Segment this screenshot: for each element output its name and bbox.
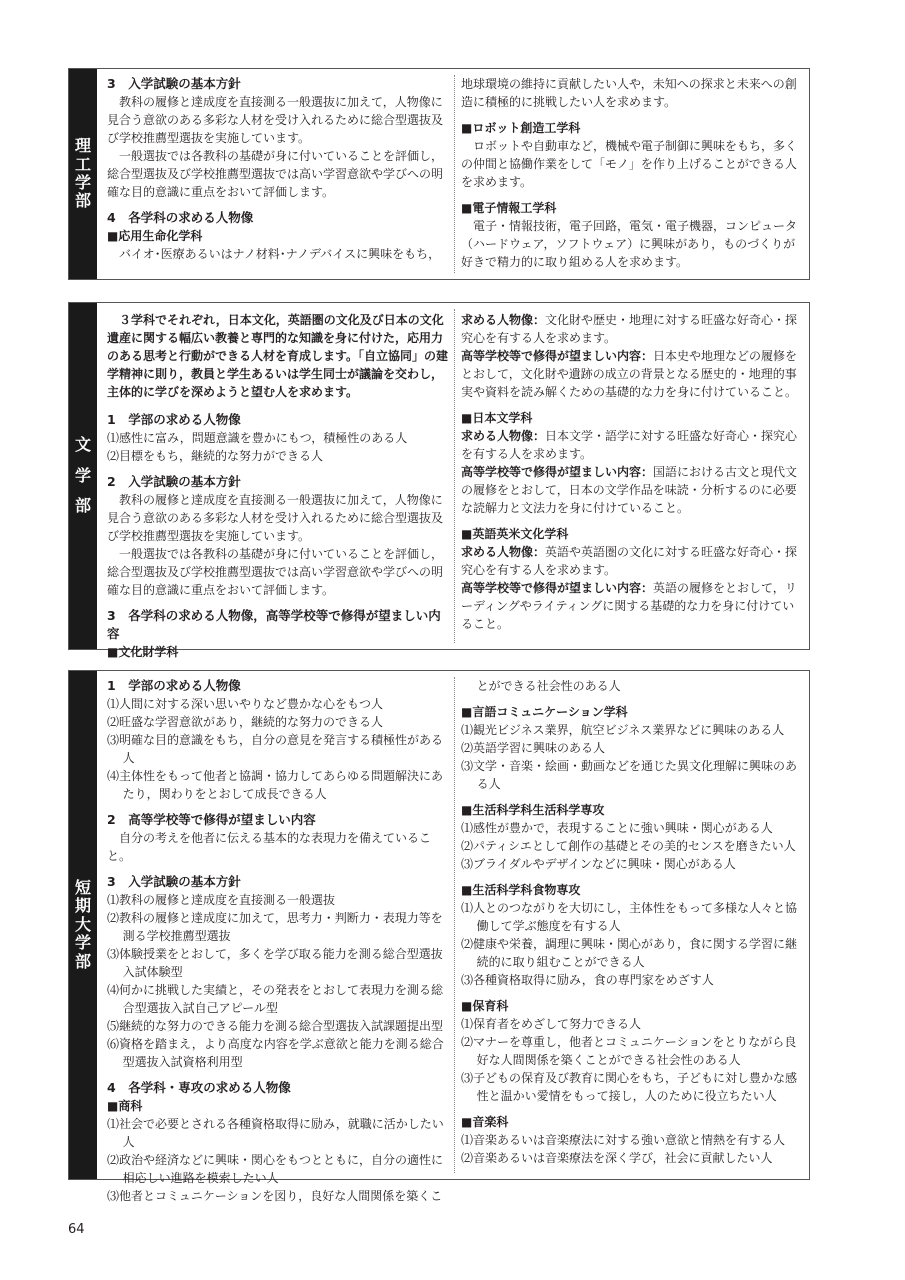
paragraph: 教科の履修と達成度を直接測る一般選抜に加えて，人物像に見合う意欲のある多彩な人材を受け入れるために総合型選抜及び学校推薦型選抜を実施しています。 [107,493,444,543]
paragraph: 一般選抜では各教科の基礎が身に付いていることを評価し，総合型選抜及び学校推薦型選抜では高い学習意欲や学びへの明確な目的意識に重点をおいて評価します。 [107,547,444,597]
list-item: ⑴教科の履修と達成度を直接測る一般選抜 [107,893,336,907]
left-column [107,75,453,263]
list-item: ⑶他者とコミュニケーションを図り，良好な人間関係を築くこ [107,1189,443,1203]
list-item: ⑴観光ビジネス業界，航空ビジネス業界などに興味のある人 [461,723,785,737]
paragraph [461,463,801,517]
section-science-engineering [68,68,810,280]
list-item: ⑷何かに挑戦した実績と，その発表をとおして表現力を測る総合型選抜入試自己アピール型 [107,983,444,1015]
column-divider [454,677,455,1173]
text: 英語や英語圏の文化に対する旺盛な好奇心・探究心を有する人を求めます。 [461,545,798,577]
tab-char: 学 [74,933,91,953]
paragraph: 地球環境の維持に貢献したい人や，未知への探求と未来への創造に積極的に挑戦したい人を求めます。 [461,77,797,109]
department-heading: ■応用生命化学科 [107,229,203,243]
list-item: ⑵マナーを尊重し，他者とコミュニケーションをとりながら良好な人間関係を築くことができる社会性のある人 [461,1035,797,1067]
tab-char: 学 [74,465,91,485]
list-item: ⑶文学・音楽・絵画・動画などを通じた異文化理解に興味のある人 [461,759,798,791]
list-item: ⑵政治や経済などに興味・関心をもつとともに，自分の適性に相応しい進路を模索したい人 [107,1153,444,1185]
section-junior-college [68,670,810,1203]
label: 求める人物像： [461,429,546,443]
list-item: ⑹資格を踏まえ，より高度な内容を学ぶ意欲と能力を測る総合型選抜入試資格利用型 [107,1037,444,1069]
department-heading: ■生活科学科生活科学専攻 [461,803,605,817]
tab-char: 部 [74,191,91,211]
faculty-tab [69,671,97,1179]
label: 求める人物像： [461,545,546,559]
list-item-continuation: とができる社会性のある人 [476,679,621,693]
list-item: ⑴人とのつながりを大切にし，主体性をもって多様な人々と協働して学ぶ態度を有する人 [461,901,798,933]
tab-char: 学 [74,173,91,192]
heading: 1 学部の求める人物像 [107,678,241,693]
list-item: ⑷主体性をもって他者と協調・協力してあらゆる問題解決にあたり，関わりをとおして成長できる人 [107,769,444,801]
text: 文化財や歴史・地理に対する旺盛な好奇心・探究心を有する人を求めます。 [461,313,798,345]
paragraph: バイオ･医療あるいはナノ材料･ナノデバイスに興味をもち， [119,247,441,261]
paragraph [461,543,801,579]
list-item: ⑴人間に対する深い思いやりなど豊かな心をもつ人 [107,697,384,711]
paragraph: 電子・情報技術，電子回路，電気・電子機器，コンピュータ（ハードウェア，ソフトウェア）に興味があり，ものづくりが好きで精力的に取り組める人を求めます。 [461,219,798,269]
faculty-tab [69,303,97,649]
column-divider [454,75,455,273]
column-divider [454,309,455,643]
list-item: ⑶子どもの保育及び教育に関心をもち，子どもに対し豊かな感性と温かい愛情をもって接し，人のために役立ちたい人 [461,1071,798,1103]
paragraph [461,347,801,401]
list-item: ⑵教科の履修と達成度に加えて，思考力・判断力・表現力等を測る学校推薦型選抜 [107,911,443,943]
list-item: ⑴保育者をめざして努力できる人 [461,1017,642,1031]
heading: 4 各学科・専攻の求める人物像 [107,1080,291,1095]
list-item: ⑴感性に富み，問題意識を豊かにもつ，積極性のある人 [107,431,408,445]
tab-char: 工 [74,154,91,174]
heading: 4 各学科の求める人物像 [107,210,254,225]
right-column [461,311,801,633]
heading: 3 各学科の求める人物像，高等学校等で修得が望ましい内容 [107,608,441,641]
department-heading: ■生活科学科食物専攻 [461,883,581,897]
page-number: 64 [68,1222,85,1237]
list-item: ⑵目標をもち，継続的な努力ができる人 [107,449,324,463]
list-item: ⑵旺盛な学習意欲があり，継続的な努力のできる人 [107,715,384,729]
text: 英語の履修をとおして，リーディングやライティングに関する基礎的な力を身に付けていること。 [461,581,797,631]
list-item: ⑶各種資格取得に励み，食の専門家をめざす人 [461,973,714,987]
list-item: ⑵健康や栄養，調理に興味・関心があり，食に関する学習に継続的に取り組むことができる人 [461,937,798,969]
department-heading: ■商科 [107,1099,143,1113]
paragraph: 教科の履修と達成度を直接測る一般選抜に加えて，人物像に見合う意欲のある多彩な人材を受け入れるために総合型選抜及び学校推薦型選抜を実施しています。 [107,95,444,145]
department-heading: ■英語英米文化学科 [461,527,569,541]
list-item: ⑴社会で必要とされる各種資格取得に励み，就職に活かしたい人 [107,1117,444,1149]
list-item: ⑴音楽あるいは音楽療法に対する強い意欲と情熱を有する人 [461,1133,786,1147]
list-item: ⑵英語学習に興味のある人 [461,741,606,755]
text: 国語における古文と現代文の履修をとおして，日本の文学作品を味読・分析するのに必要な読解力と文法力を身に付けていること。 [461,465,798,515]
department-heading: ■電子情報工学科 [461,201,557,215]
tab-char: 理 [74,136,91,156]
paragraph [461,427,801,463]
tab-char: 部 [74,496,91,516]
heading: 2 高等学校等で修得が望ましい内容 [107,812,316,827]
tab-char: 部 [74,951,91,971]
heading: 3 入学試験の基本方針 [107,874,241,889]
text: 日本文学・語学に対する旺盛な好奇心・探究心を有する人を求めます。 [461,429,798,461]
heading: 3 入学試験の基本方針 [107,76,241,91]
department-heading: ■言語コミュニケーション学科 [461,705,628,719]
tab-char: 文 [74,435,91,455]
left-column [107,311,453,661]
right-column [461,677,801,1167]
tab-char: 期 [74,896,91,916]
list-item: ⑵パティシエとして創作の基礎とその美的センスを磨きたい人 [461,839,796,853]
department-heading: ■日本文学科 [461,411,533,425]
department-heading: ■文化財学科 [107,645,179,659]
label: 高等学校等で修得が望ましい内容： [461,465,654,479]
right-column [461,75,801,271]
department-heading: ■ロボット創造工学科 [461,121,581,135]
paragraph [461,579,801,633]
list-item: ⑸継続的な努力のできる能力を測る総合型選抜入試課題提出型 [107,1019,444,1033]
label: 求める人物像： [461,313,546,327]
section-literature [68,302,810,659]
paragraph: 自分の考えを他者に伝える基本的な表現力を備えていること。 [107,831,432,863]
left-column [107,677,453,1205]
paragraph [461,311,801,347]
label: 高等学校等で修得が望ましい内容： [461,581,654,595]
paragraph: ロボットや自動車など，機械や電子制御に興味をもち，多くの仲間と協働作業をして「モノ」を作り上げることができる人を求めます。 [461,139,798,189]
heading: 1 学部の求める人物像 [107,412,241,427]
department-heading: ■音楽科 [461,1115,509,1129]
heading: 2 入学試験の基本方針 [107,474,241,489]
text: 日本史や地理などの履修をとおして，文化財や遺跡の成立の背景となる歴史的・地理的事実や資料を読み解くための基礎的な力を身に付けていること。 [461,349,798,399]
list-item: ⑶明確な目的意識をもち，自分の意見を発言する積極性がある人 [107,733,444,765]
label: 高等学校等で修得が望ましい内容： [461,349,654,363]
tab-char: 大 [74,914,91,934]
list-item: ⑴感性が豊かで，表現することに強い興味・関心がある人 [461,821,773,835]
lead-paragraph: ３学科でそれぞれ，日本文化，英語圏の文化及び日本の文化遺産に関する幅広い教養と専門的な知識を身に付けた，応用力のある思考と行動ができる人材を育成します。「自立協同」の建学精神に則り，教員と学生あるいは学生同士が議論を交わし，主体的に学びを深めようと望む人を求めます。 [107,313,449,399]
list-item: ⑵音楽あるいは音楽療法を深く学び，社会に貢献したい人 [461,1151,773,1165]
faculty-tab [69,69,97,279]
tab-char: 短 [74,878,91,898]
paragraph: 一般選抜では各教科の基礎が身に付いていることを評価し，総合型選抜及び学校推薦型選抜では高い学習意欲や学びへの明確な目的意識に重点をおいて評価します。 [107,149,444,199]
list-item: ⑶ブライダルやデザインなどに興味・関心がある人 [461,857,736,871]
department-heading: ■保育科 [461,999,509,1013]
list-item: ⑶体験授業をとおして，多くを学び取る能力を測る総合型選抜入試体験型 [107,947,443,979]
